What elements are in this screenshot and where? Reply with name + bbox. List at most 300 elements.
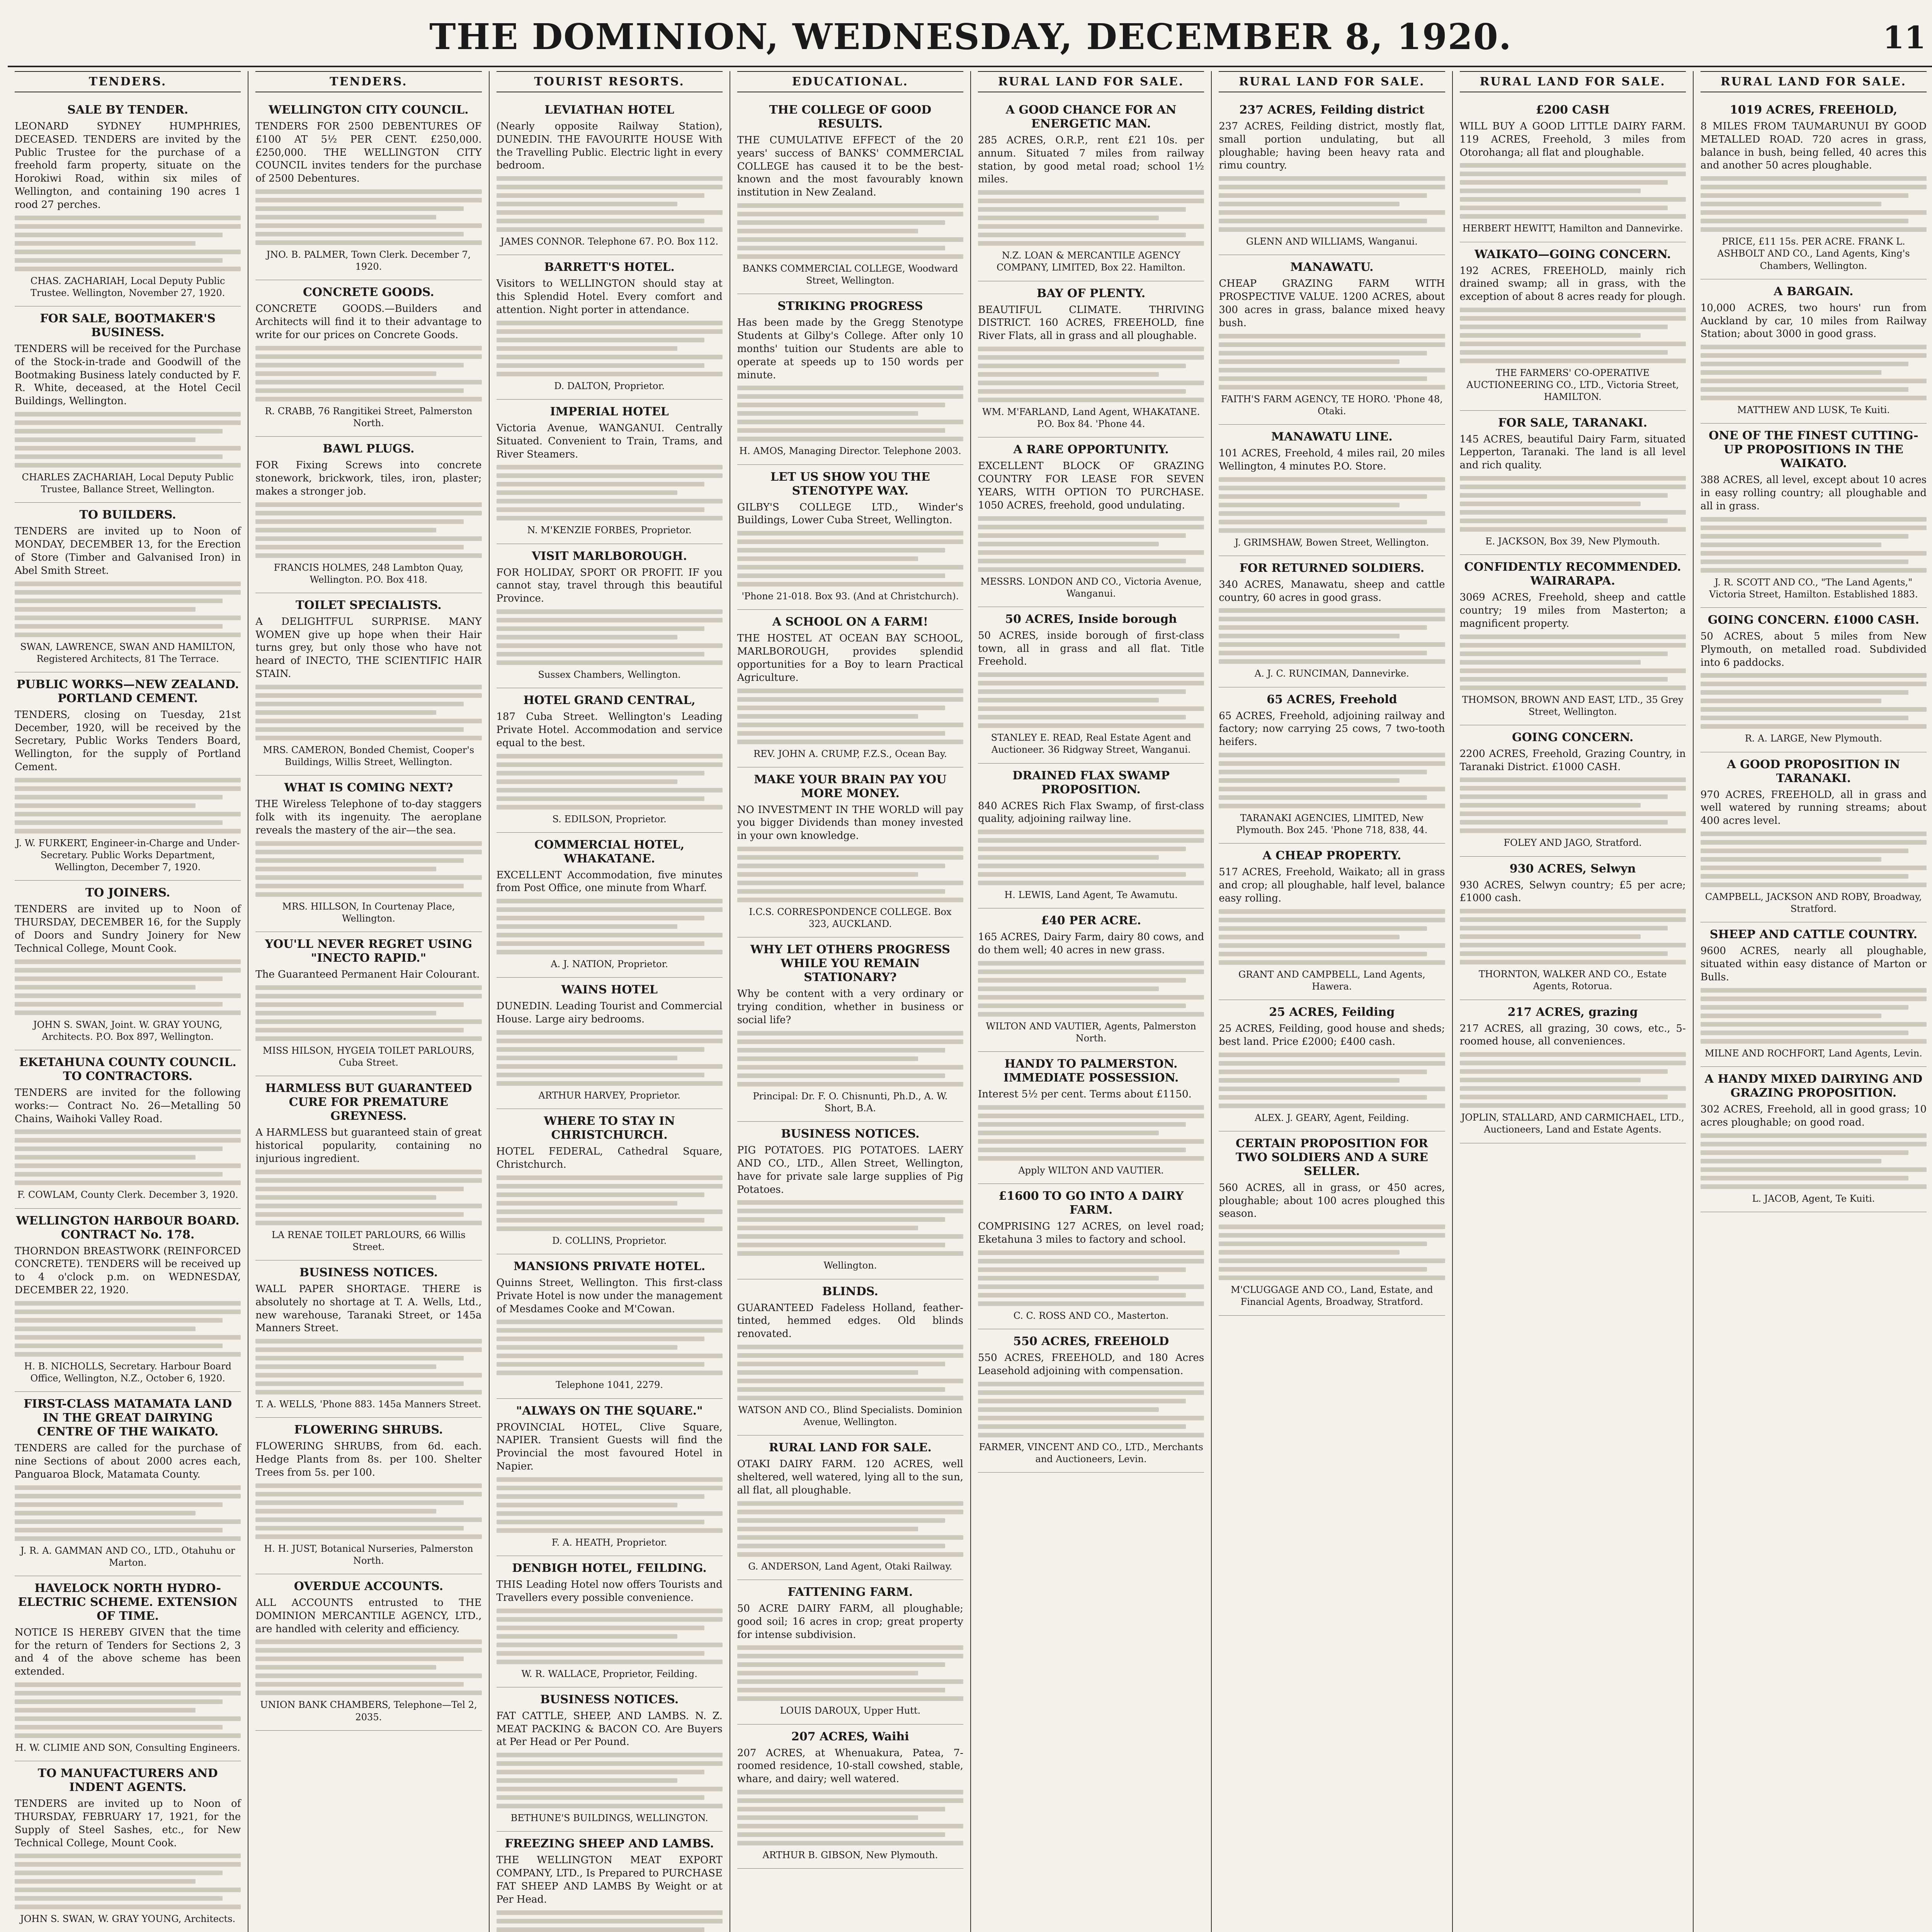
body-text-lines [978,516,1204,572]
column-header: RURAL LAND FOR SALE. [978,71,1204,92]
ad-signature: S. EDILSON, Proprietor. [552,813,667,825]
ad-body: THE HOSTEL AT OCEAN BAY SCHOOL, MARLBOROUGH, provides splendid opportunities for a Boy to learn Practical Agriculture. [737,633,963,684]
ad-signature: C. C. ROSS AND CO., Masterton. [1013,1310,1169,1321]
ad-body: Has been made by the Gregg Stenotype Students at Gilby's College. After only 10 months' tuition our Students are able to operate at speeds up to 150 words per minute. [737,317,963,381]
ad-heading: SALE BY TENDER. [67,103,189,117]
ad-signature: THOMSON, BROWN AND EAST, LTD., 35 Grey Street, Wellington. [1462,694,1684,717]
ad-body: A DELIGHTFUL SURPRISE. MANY WOMEN give up hope when their Hair turns grey, but only those who have not heard of INECTO, THE SCIENTIFIC HAIR STAIN. [255,616,482,680]
ad-signature: GRANT AND CAMPBELL, Land Agents, Hawera. [1238,969,1425,992]
ad-signature: WM. M'FARLAND, Land Agent, WHAKATANE. P.O. Box 84. 'Phone 44. [982,406,1200,430]
ad-heading: 207 ACRES, Waihi [791,1730,909,1743]
body-text-lines [1460,476,1686,532]
ad-signature: MESSRS. LONDON AND CO., Victoria Avenue, Wanganui. [980,576,1202,599]
ad-body: LEONARD SYDNEY HUMPHRIES, DECEASED. TENDERS are invited by the Public Trustee for the purchase of a freehold farm property, situate on the Horokiwi Road, within six miles of Wellington, and containing 190 acres 1 rood 27 perches. [15,121,241,211]
ad-body: A HARMLESS but guaranteed stain of great historical popularity, containing no injurious ingredient. [255,1127,482,1165]
ad-heading: A BARGAIN. [1774,284,1854,298]
body-text-lines [255,189,481,245]
advertisement [497,688,723,833]
ad-heading: SHEEP AND CATTLE COUNTRY. [1709,928,1918,942]
ad-signature: Apply WILTON AND VAUTIER. [1018,1165,1164,1176]
ad-body: GILBY'S COLLEGE LTD., Winder's Buildings, Lower Cuba Street, Wellington. [737,501,963,526]
ad-heading: PUBLIC WORKS—NEW ZEALAND. PORTLAND CEMENT. [16,677,239,705]
ad-signature: FARMER, VINCENT AND CO., LTD., Merchants and Auctioneers, Levin. [979,1441,1203,1464]
ad-body: HOTEL FEDERAL, Cathedral Square, Christchurch. [496,1146,723,1171]
body-text-lines [497,1910,723,1932]
body-text-lines [1219,477,1445,533]
body-text-lines [1219,608,1445,664]
ad-heading: 25 ACRES, Feilding [1269,1005,1395,1019]
ad-heading: £1600 TO GO INTO A DAIRY FARM. [998,1189,1184,1217]
body-text-lines [1460,1052,1686,1108]
body-text-lines [497,321,723,376]
advertisement [255,1076,481,1260]
ad-signature: JOPLIN, STALLARD, AND CARMICHAEL, LTD., Auctioneers, Land and Estate Agents. [1461,1112,1684,1135]
columns [8,71,1932,1932]
ad-signature: ARTHUR B. GIBSON, New Plymouth. [762,1849,938,1861]
body-text-lines [497,1477,723,1533]
body-text-lines [15,1854,241,1909]
ad-body: NO INVESTMENT IN THE WORLD will pay you bigger Dividends than money invested in your own knowledge. [737,804,963,842]
ad-body: 145 ACRES, beautiful Dairy Farm, situated Lepperton, Taranaki. The land is all level and rich quality. [1459,433,1686,471]
ad-heading: WAINS HOTEL [561,983,658,997]
ad-heading: LEVIATHAN HOTEL [544,103,674,117]
ad-body: 50 ACRES, about 5 miles from New Plymouth, on metalled road. Subdivided into 6 paddocks. [1700,631,1927,668]
ad-body: TENDERS are invited up to Noon of THURSDAY, DECEMBER 16, for the Supply of Doors and Sundry Joinery for New Technical College, Mount Cook. [15,903,241,954]
ad-heading: CONCRETE GOODS. [303,286,434,299]
body-text-lines [15,1129,241,1185]
advertisement [497,833,723,978]
ad-body: 9600 ACRES, nearly all ploughable, situated within easy distance of Marton or Bulls. [1700,945,1927,983]
advertisement [255,1574,481,1731]
ad-body: WILL BUY A GOOD LITTLE DAIRY FARM. 119 ACRES, Freehold, 3 miles from Otorohanga; all flat and ploughable. [1459,121,1686,158]
column-6 [1212,71,1452,1932]
advertisement [1460,1000,1686,1143]
ad-signature: W. R. WALLACE, Proprietor, Feilding. [521,1668,697,1679]
ad-signature: E. JACKSON, Box 39, New Plymouth. [1485,536,1660,547]
ad-body: Victoria Avenue, WANGANUI. Centrally Situated. Convenient to Train, Trams, and River Steamers. [496,422,723,460]
advertisement [1701,98,1927,279]
ad-heading: LET US SHOW YOU THE STENOTYPE WAY. [770,470,930,498]
ad-signature: N. M'KENZIE FORBES, Proprietor. [527,525,692,536]
body-text-lines [1219,1053,1445,1108]
body-text-lines [255,1170,481,1225]
column-header: TENDERS. [255,71,481,92]
ad-body: 101 ACRES, Freehold, 4 miles rail, 20 miles Wellington, 4 minutes P.O. Store. [1219,447,1445,472]
ad-body: NOTICE IS HEREBY GIVEN that the time for the return of Tenders for Sections 2, 3 and 4 of the above scheme has been extended. [15,1626,241,1678]
ad-body: PIG POTATOES. PIG POTATOES. LAERY AND CO., LTD., Allen Street, Wellington, have for private sale large supplies of Pig Potatoes. [737,1145,963,1196]
body-text-lines [255,1339,481,1395]
ad-body: 165 ACRES, Dairy Farm, dairy 80 cows, and do them well; 40 acres in new grass. [978,931,1204,956]
ad-body: DUNEDIN. Leading Tourist and Commercial House. Large airy bedrooms. [496,1000,723,1026]
body-text-lines [978,1105,1204,1161]
ad-heading: 1019 ACRES, FREEHOLD, [1730,103,1898,117]
ad-heading: WELLINGTON CITY COUNCIL. [269,103,469,117]
ad-signature: D. DALTON, Proprietor. [554,380,665,391]
ad-body: FAT CATTLE, SHEEP, AND LAMBS. N. Z. MEAT PACKING & BACON CO. Are Buyers at Per Head or Per Pound. [496,1710,723,1748]
ad-signature: J. GRIMSHAW, Bowen Street, Wellington. [1235,537,1429,548]
advertisement [255,776,481,932]
ad-body: 207 ACRES, at Whenuakura, Patea, 7-roomed residence, 10-stall cowshed, stable, whare, and dairy; well watered. [737,1747,963,1785]
ad-body: TENDERS FOR 2500 DEBENTURES OF £100 AT 5½ PER CENT. £250,000. £250,000. THE WELLINGTON CITY COUNCIL invites tenders for the purchase of 2500 Debentures. [255,121,482,185]
ad-signature: FOLEY AND JAGO, Stratford. [1503,837,1642,849]
column-header: RURAL LAND FOR SALE. [1460,71,1686,92]
newspaper-page [8,8,1932,1932]
ad-body: 50 ACRE DAIRY FARM, all ploughable; good soil; 16 acres in crop; great property for intense subdivision. [737,1602,963,1641]
ad-heading: MANAWATU. [1290,260,1374,274]
ad-body: TENDERS will be received for the Purchase of the Stock-in-trade and Goodwill of the Bootmaking Business lately conducted by F. R. White, deceased, at the Hotel Cecil Buildings, Wellington. [15,343,241,407]
ad-heading: HOTEL GRAND CENTRAL, [523,694,696,707]
advertisement [978,908,1204,1052]
column-4 [730,71,971,1932]
body-text-lines [978,672,1204,728]
advertisement [1460,725,1686,857]
body-text-lines [737,1200,963,1256]
advertisement [497,1254,723,1399]
ad-body: 970 ACRES, FREEHOLD, all in grass and well watered by running streams; about 400 acres level. [1700,789,1927,827]
ad-signature: H. H. JUST, Botanical Nurseries, Palmerston North. [264,1543,473,1566]
ad-body: COMPRISING 127 ACRES, on level road; Eketahuna 3 miles to factory and school. [978,1221,1204,1246]
ad-body: EXCELLENT BLOCK OF GRAZING COUNTRY FOR LEASE FOR SEVEN YEARS, WITH OPTION TO PURCHASE. 1050 ACRES, freehold, good undulating. [978,460,1204,511]
ad-body: WALL PAPER SHORTAGE. THERE is absolutely no shortage at T. A. Wells, Ltd., new warehouse, Taranaki Street, or 145a Manners Street. [255,1283,482,1334]
body-text-lines [15,1682,241,1738]
advertisement [15,1392,241,1576]
advertisement [737,98,963,294]
advertisement [255,280,481,437]
ad-heading: TO JOINERS. [85,886,170,900]
body-text-lines [1219,1225,1445,1280]
advertisement [737,1435,963,1580]
body-text-lines [497,1030,723,1086]
ad-heading: FATTENING FARM. [787,1585,913,1599]
ad-body: 217 ACRES, all grazing, 30 cows, etc., 5-roomed house, all conveniences. [1459,1022,1686,1048]
advertisement [497,978,723,1109]
ad-heading: 65 ACRES, Freehold [1267,692,1397,706]
ad-signature: UNION BANK CHAMBERS, Telephone—Tel 2, 2035. [260,1699,477,1723]
masthead [8,8,1932,67]
body-text-lines [737,386,963,441]
advertisement [1219,556,1445,687]
advertisement [497,1399,723,1556]
advertisement [978,437,1204,607]
ad-heading: ONE OF THE FINEST CUTTING-UP PROPOSITIONS IN THE WAIKATO. [1709,429,1918,471]
advertisement [255,98,481,280]
ad-signature: F. COWLAM, County Clerk. December 3, 1920. [17,1189,238,1201]
body-text-lines [497,1175,723,1231]
body-text-lines [1701,345,1927,400]
ad-body: Interest 5½ per cent. Terms about £1150. [978,1088,1192,1100]
ad-heading: HANDY TO PALMERSTON. IMMEDIATE POSSESSION. [1003,1057,1179,1085]
advertisement [737,1279,963,1436]
body-text-lines [497,899,723,954]
advertisement [978,607,1204,764]
ad-signature: J. R. A. GAMMAN AND CO., LTD., Otahuhu or Marton. [20,1545,235,1568]
ad-signature: MILNE AND ROCHFORT, Land Agents, Levin. [1704,1048,1922,1059]
ad-body: THE Wireless Telephone of to-day staggers folk with its ingenuity. The aeroplane reveals the mastery of the air—the sea. [255,798,482,836]
advertisement [15,1761,241,1932]
ad-body: THIS Leading Hotel now offers Tourists and Travellers every possible convenience. [496,1578,723,1604]
advertisement [497,1109,723,1254]
body-text-lines [1219,753,1445,808]
advertisement [978,1184,1204,1329]
ad-signature: J. R. SCOTT AND CO., "The Land Agents," Victoria Street, Hamilton. Established 1883. [1709,577,1918,600]
ad-heading: A RARE OPPORTUNITY. [1013,443,1169,457]
ad-heading: "ALWAYS ON THE SQUARE." [516,1404,703,1418]
column-header: TENDERS. [15,71,241,92]
body-text-lines [1219,909,1445,965]
ad-heading: FIRST-CLASS MATAMATA LAND IN THE GREAT DAIRYING CENTRE OF THE WAIKATO. [24,1397,232,1439]
ad-body: 302 ACRES, Freehold, all in good grass; 10 acres ploughable; on good road. [1700,1104,1927,1128]
ad-signature: JOHN S. SWAN, Joint. W. GRAY YOUNG, Architects. P.O. Box 897, Wellington. [33,1019,223,1042]
ad-signature: MRS. HILLSON, In Courtenay Place, Wellington. [282,901,455,924]
ad-body: 10,000 ACRES, two hours' run from Auckland by car, 10 miles from Railway Station; about 3000 in good grass. [1700,302,1927,340]
ad-signature: BANKS COMMERCIAL COLLEGE, Woodward Street, Wellington. [742,263,958,286]
ad-heading: WHERE TO STAY IN CHRISTCHURCH. [544,1114,675,1142]
ad-body: THE WELLINGTON MEAT EXPORT COMPANY, LTD., Is Prepared to PURCHASE FAT SHEEP AND LAMBS By Weight or at Per Head. [496,1854,723,1905]
ad-heading: CONFIDENTLY RECOMMENDED. WAIRARAPA. [1464,560,1681,588]
ad-signature: PRICE, £11 15s. PER ACRE. FRANK L. ASHBOLT AND CO., Land Agents, King's Chambers, Wellington. [1717,236,1910,271]
ad-signature: HERBERT HEWITT, Hamilton and Dannevirke. [1462,223,1683,234]
ad-body: TENDERS are invited up to Noon of MONDAY, DECEMBER 13, for the Erection of Store (Timber and Galvanised Iron) in Abel Smith Street. [15,526,241,577]
body-text-lines [978,190,1204,246]
ad-heading: A SCHOOL ON A FARM! [772,615,928,629]
ad-signature: ARTHUR HARVEY, Proprietor. [538,1090,680,1101]
advertisement [1701,752,1927,923]
ad-signature: CHAS. ZACHARIAH, Local Deputy Public Trustee. Wellington, November 27, 1920. [30,275,225,298]
ad-body: PROVINCIAL HOTEL, Clive Square, NAPIER. Transient Guests will find the Provincial the most favoured Hotel in Napier. [496,1421,723,1472]
ad-body: 560 ACRES, all in grass, or 450 acres, ploughable; about 100 acres ploughed this season. [1219,1182,1445,1220]
ad-heading: GOING CONCERN. £1000 CASH. [1708,613,1919,627]
ad-signature: Principal: Dr. F. O. Chisnunti, Ph.D., A. W. Short, B.A. [753,1090,948,1114]
ad-body: FLOWERING SHRUBS, from 6d. each. Hedge Plants from 8s. per 100. Shelter Trees from 5s. per 100. [255,1440,482,1478]
ad-signature: MATTHEW AND LUSK, Te Kuiti. [1737,405,1890,416]
ad-signature: JAMES CONNOR. Telephone 67. P.O. Box 112. [500,236,719,247]
advertisement [978,1052,1204,1184]
ad-signature: I.C.S. CORRESPONDENCE COLLEGE. Box 323, AUCKLAND. [749,906,952,930]
ad-body: CONCRETE GOODS.—Builders and Architects will find it to their advantage to write for our prices on Concrete Goods. [255,303,482,341]
ad-signature: D. COLLINS, Proprietor. [552,1235,667,1246]
ad-heading: 930 ACRES, Selwyn [1509,862,1636,876]
body-text-lines [1219,176,1445,232]
advertisement [1219,1000,1445,1131]
advertisement [737,767,963,938]
advertisement [1701,1067,1927,1212]
ad-body: FOR HOLIDAY, SPORT OR PROFIT. IF you cannot stay, travel through this beautiful Province. [496,566,723,605]
ad-heading: WAIKATO—GOING CONCERN. [1474,247,1671,261]
ad-heading: WHY LET OTHERS PROGRESS WHILE YOU REMAIN STATIONARY? [750,943,950,985]
body-text-lines [1460,777,1686,833]
body-text-lines [737,1031,963,1087]
ad-heading: WELLINGTON HARBOUR BOARD. CONTRACT No. 178. [16,1214,240,1242]
ad-signature: R. CRABB, 76 Rangitikei Street, Palmerston North. [265,405,473,429]
body-text-lines [737,1645,963,1701]
advertisement [255,1260,481,1418]
ad-heading: GOING CONCERN. [1512,730,1634,744]
ad-signature: H. W. CLIMIE AND SON, Consulting Engineers. [15,1742,240,1753]
advertisement [1460,555,1686,725]
ad-signature: N.Z. LOAN & MERCANTILE AGENCY COMPANY, LIMITED, Box 22. Hamilton. [997,250,1186,273]
ad-body: 2200 ACRES, Freehold, Grazing Country, in Taranaki District. £1000 CASH. [1459,748,1686,773]
ad-heading: YOU'LL NEVER REGRET USING "INECTO RAPID." [265,937,472,965]
ad-heading: VISIT MARLBOROUGH. [532,549,687,563]
body-text-lines [978,961,1204,1017]
ad-heading: FOR SALE, BOOTMAKER'S BUSINESS. [40,311,216,339]
column-header: RURAL LAND FOR SALE. [1219,71,1445,92]
advertisement [1460,411,1686,555]
body-text-lines [255,841,481,897]
ad-body: 930 ACRES, Selwyn country; £5 per acre; £1000 cash. [1459,879,1686,904]
advertisement [497,544,723,689]
ad-signature: CHARLES ZACHARIAH, Local Deputy Public Trustee, Ballance Street, Wellington. [22,471,234,495]
body-text-lines [15,412,241,468]
column-header: TOURIST RESORTS. [497,71,723,92]
ad-heading: IMPERIAL HOTEL [550,405,669,418]
ad-heading: FLOWERING SHRUBS. [294,1423,443,1437]
ad-signature: JNO. B. PALMER, Town Clerk. December 7, 1920. [266,249,471,272]
masthead-title: THE DOMINION, WEDNESDAY, DECEMBER 8, 1920. [429,16,1512,58]
body-text-lines [1460,634,1686,690]
ad-heading: TOILET SPECIALISTS. [296,598,442,612]
ad-heading: FREEZING SHEEP AND LAMBS. [505,1837,714,1851]
ad-heading: MANAWATU LINE. [1271,430,1393,444]
ad-body: BEAUTIFUL CLIMATE. THRIVING DISTRICT. 160 ACRES, FREEHOLD, fine River Flats, all in grass and all ploughable. [978,304,1204,342]
ad-heading: EKETAHUNA COUNTY COUNCIL. TO CONTRACTORS. [19,1055,236,1083]
body-text-lines [255,502,481,558]
body-text-lines [978,1250,1204,1306]
advertisement [1460,857,1686,1000]
ad-signature: FRANCIS HOLMES, 248 Lambton Quay, Wellington. P.O. Box 418. [274,562,464,585]
advertisement [497,1556,723,1687]
ad-body: TENDERS, closing on Tuesday, 21st December, 1920, will be received by the Secretary, Public Works Tenders Board, Wellington, for the supply of Portland Cement. [15,709,241,773]
ad-signature: MISS HILSON, HYGEIA TOILET PARLOURS, Cuba Street. [262,1045,474,1068]
advertisement [1701,423,1927,608]
advertisement [15,1576,241,1761]
ad-heading: DENBIGH HOTEL, FEILDING. [512,1561,707,1575]
body-text-lines [497,176,723,232]
body-text-lines [497,1609,723,1664]
ad-signature: WATSON AND CO., Blind Specialists. Dominion Avenue, Wellington. [738,1404,963,1428]
ad-body: 388 ACRES, all level, except about 10 acres in easy rolling country; all ploughable and all in grass. [1700,474,1927,512]
column-2 [248,71,489,1932]
body-text-lines [737,1790,963,1845]
column-header: EDUCATIONAL. [737,71,963,92]
ad-signature: R. A. LARGE, New Plymouth. [1745,733,1883,744]
advertisement [1219,425,1445,556]
ad-heading: 237 ACRES, Feilding district [1239,103,1425,117]
ad-signature: SWAN, LAWRENCE, SWAN AND HAMILTON, Registered Architects, 81 The Terrace. [20,641,236,664]
ad-heading: 50 ACRES, Inside borough [1005,612,1177,626]
advertisement [1460,242,1686,411]
advertisement [978,1329,1204,1473]
ad-body: GUARANTEED Fadeless Holland, feather-tinted, hemmed edges. Old blinds renovated. [737,1302,963,1340]
ad-heading: £200 CASH [1536,103,1610,117]
ad-signature: JOHN S. SWAN, W. GRAY YOUNG, Architects. [20,1913,236,1925]
ad-signature: GLENN AND WILLIAMS, Wanganui. [1246,236,1418,247]
ad-heading: BAWL PLUGS. [323,442,415,456]
advertisement [1219,1131,1445,1316]
ad-body: TENDERS are invited up to Noon of THURSDAY, FEBRUARY 17, 1921, for the Supply of Steel Sashes, etc., for New Technical College, Mount Cook. [15,1798,241,1849]
ad-signature: H. LEWIS, Land Agent, Te Awamutu. [1004,889,1178,901]
advertisement [978,764,1204,909]
ad-signature: STANLEY E. READ, Real Estate Agent and Auctioneer. 36 Ridgway Street, Wanganui. [991,732,1191,755]
ad-heading: BUSINESS NOTICES. [540,1692,679,1706]
body-text-lines [255,685,481,740]
ad-body: 50 ACRES, inside borough of first-class town, all in grass and all flat. Title Freehold. [978,629,1204,668]
ad-heading: BARRETT'S HOTEL. [544,260,675,274]
body-text-lines [737,531,963,587]
ad-heading: A CHEAP PROPERTY. [1262,849,1401,863]
body-text-lines [737,847,963,902]
ad-heading: 550 ACRES, FREEHOLD [1013,1335,1169,1349]
ad-body: 550 ACRES, FREEHOLD, and 180 Acres Leasehold adjoining with compensation. [978,1352,1204,1377]
advertisement [1701,608,1927,752]
ad-body: OTAKI DAIRY FARM. 120 ACRES, well sheltered, well watered, lying all to the sun, all flat, all ploughable. [737,1458,963,1496]
ad-body: 517 ACRES, Freehold, Waikato; all in grass and crop; all ploughable, half level, balance easy rolling. [1219,866,1445,904]
advertisement [1219,844,1445,1000]
body-text-lines [737,203,963,259]
ad-heading: WHAT IS COMING NEXT? [284,781,453,795]
body-text-lines [15,778,241,833]
advertisement [15,672,241,881]
ad-body: 340 ACRES, Manawatu, sheep and cattle country, 60 acres in good grass. [1219,578,1445,604]
advertisement [737,937,963,1122]
ad-body: 840 ACRES Rich Flax Swamp, of first-class quality, adjoining railway line. [978,800,1204,825]
ad-body: 8 MILES FROM TAUMARUNUI BY GOOD METALLED ROAD. 720 acres in grass, balance in bush, being felled, 40 acres this and another 50 acres ploughable. [1700,121,1927,172]
ad-body: 285 ACRES, O.R.P., rent £21 10s. per annum. Situated 7 miles from railway station, by good metal road; school 1½ miles. [978,134,1204,185]
ad-body: Quinns Street, Wellington. This first-class Private Hotel is now under the management of Mesdames Cooke and M'Cowan. [496,1277,723,1315]
advertisement [255,593,481,776]
advertisement [978,98,1204,281]
advertisement [497,255,723,400]
ad-signature: BETHUNE'S BUILDINGS, WELLINGTON. [510,1813,708,1824]
ad-heading: COMMERCIAL HOTEL, WHAKATANE. [534,838,685,866]
ad-body: 237 ACRES, Feilding district, mostly flat, small portion undulating, but all ploughable; having been heavy rata and rimu country. [1219,121,1445,172]
ad-signature: M'CLUGGAGE AND CO., Land, Estate, and Financial Agents, Broadway, Stratford. [1231,1284,1433,1308]
advertisement [737,1122,963,1279]
ad-heading: TO BUILDERS. [79,508,176,522]
ad-heading: 217 ACRES, grazing [1507,1005,1638,1019]
body-text-lines [15,1485,241,1541]
ad-signature: REV. JOHN A. CRUMP, F.Z.S., Ocean Bay. [753,748,947,759]
advertisement [737,294,963,464]
ad-heading: A GOOD PROPOSITION IN TARANAKI. [1727,757,1900,785]
body-text-lines [1701,1133,1927,1189]
advertisement [1701,922,1927,1067]
body-text-lines [497,1320,723,1375]
body-text-lines [1701,517,1927,573]
body-text-lines [1701,832,1927,887]
ad-signature: Telephone 1041, 2279. [556,1379,663,1391]
ad-signature: ALEX. J. GEARY, Agent, Feilding. [1255,1112,1409,1123]
ad-signature: J. W. FURKERT, Engineer-in-Charge and Under-Secretary. Public Works Department, Wellington, December 7, 1920. [15,837,240,873]
advertisement [1219,687,1445,844]
advertisement [15,1209,241,1392]
advertisement [1219,255,1445,425]
ad-body: 25 ACRES, Feilding, good house and sheds; best land. Price £2000; £400 cash. [1219,1023,1445,1048]
ad-signature: F. A. HEATH, Proprietor. [551,1537,667,1548]
advertisement [15,881,241,1050]
advertisement [497,1832,723,1932]
body-text-lines [15,1301,241,1357]
ad-signature: LOUIS DAROUX, Upper Hutt. [780,1705,921,1716]
body-text-lines [497,465,723,520]
body-text-lines [1460,308,1686,363]
ad-signature: CAMPBELL, JACKSON AND ROBY, Broadway, Stratford. [1705,891,1922,915]
body-text-lines [737,689,963,744]
body-text-lines [15,216,241,271]
ad-heading: HARMLESS BUT GUARANTEED CURE FOR PREMATURE GREYNESS. [265,1082,472,1123]
ad-signature: MRS. CAMERON, Bonded Chemist, Cooper's Buildings, Willis Street, Wellington. [263,744,474,768]
ad-body: Visitors to WELLINGTON should stay at this Splendid Hotel. Every comfort and attention. Night porter in attendance. [496,278,723,316]
